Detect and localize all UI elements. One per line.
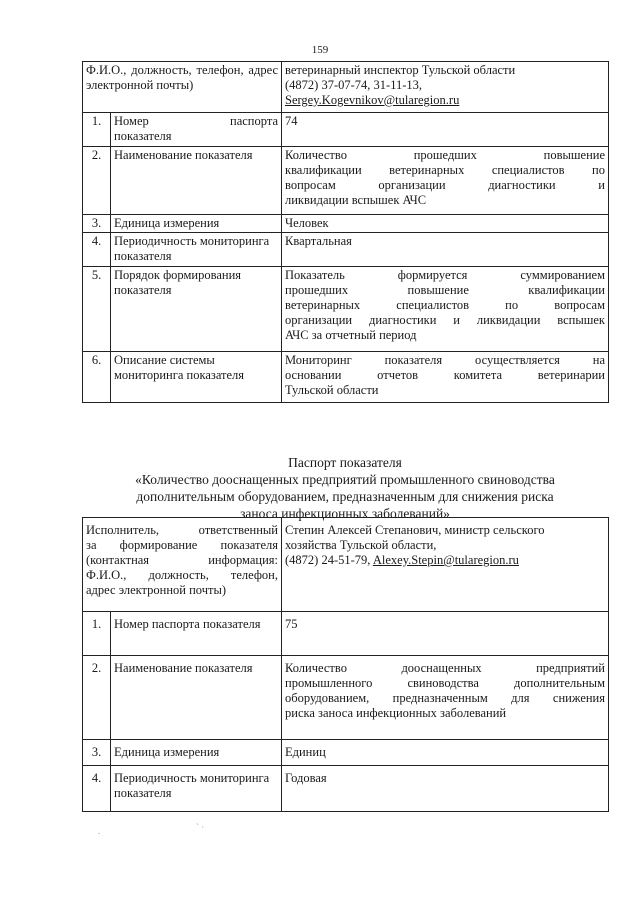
passport-table-74 [82,61,609,403]
passport-title-block [82,454,608,522]
indicator-name-line: «Количество дооснащенных предприятий промышленного свиноводства [135,472,555,487]
responsible-label: Ф.И.О., должность, телефон, адрес электронной почты) [83,62,282,113]
row-label: Единица измерения [111,215,282,233]
row-value: Количество дооснащенных предприятий промышленного свиноводства дополнительным оборудованием, предназначенным для снижения риска заноса инфекционных заболеваний [282,656,609,740]
table-row: 1. Номер паспорта показателя 74 [83,113,609,147]
row-label: Номер паспорта показателя [111,612,282,656]
row-label: Порядок формирования показателя [111,267,282,352]
row-label: Описание системы мониторинга показателя [111,352,282,403]
row-label: Наименование показателя [111,147,282,215]
responsible-value: ветеринарный инспектор Тульской области (4872) 37-07-74, 31-11-13, Sergey.Kogevnikov@tularegion.ru [282,62,609,113]
scan-artifact: . [98,826,101,836]
row-value: 74 [282,113,609,147]
table-row: 2. Наименование показателя Количество прошедших повышение квалификации ветеринарных специалистов по вопросам организации диагностики и ликвидации вспышек АЧС [83,147,609,215]
section-title: Паспорт показателя [288,455,402,470]
row-label: Периодичность мониторинга показателя [111,233,282,267]
table-row: 4. Периодичность мониторинга показателя Квартальная [83,233,609,267]
table-row: 4. Периодичность мониторинга показателя Годовая [83,766,609,812]
responsible-value: Степин Алексей Степанович, министр сельского хозяйства Тульской области, (4872) 24-51-79, Alexey.Stepin@tularegion.ru [282,518,609,612]
row-label: Наименование показателя [111,656,282,740]
passport-table-75 [82,517,609,812]
email-link[interactable]: Sergey.Kogevnikov@tularegion.ru [285,93,460,107]
row-label: Периодичность мониторинга показателя [111,766,282,812]
row-value: Количество прошедших повышение квалификации ветеринарных специалистов по вопросам организации диагностики и ликвидации вспышек АЧС [282,147,609,215]
table-row-responsible [83,62,609,113]
table-row: 2. Наименование показателя Количество дооснащенных предприятий промышленного свиноводства дополнительным оборудованием, предназначенным для снижения риска заноса инфекционных заболеваний [83,656,609,740]
email-link[interactable]: Alexey.Stepin@tularegion.ru [372,553,519,567]
row-label: Номер паспорта показателя [111,113,282,147]
table-row: 5. Порядок формирования показателя Показатель формируется суммированием прошедших повышение квалификации ветеринарных специалистов по вопросам организации диагностики и ликвидации вспышек АЧС за отчетный период [83,267,609,352]
table-row: 6. Описание системы мониторинга показателя Мониторинг показателя осуществляется на основании отчетов комитета ветеринарии Тульской области [83,352,609,403]
table-row: 1. Номер паспорта показателя 75 [83,612,609,656]
indicator-name-line: заноса инфекционных заболеваний» [240,506,450,521]
table-row: 3. Единица измерения Человек [83,215,609,233]
responsible-label: Исполнитель, ответственный за формирование показателя (контактная информация: Ф.И.О., должность, телефон, адрес электронной почты) [83,518,282,612]
row-label: Единица измерения [111,740,282,766]
row-value: Мониторинг показателя осуществляется на основании отчетов комитета ветеринарии Тульской области [282,352,609,403]
row-value: 75 [282,612,609,656]
row-value: Квартальная [282,233,609,267]
page-number: 159 [311,44,329,56]
table-row-responsible [83,518,609,612]
indicator-name-line: дополнительным оборудованием, предназначенным для снижения риска [136,489,554,504]
table-row: 3. Единица измерения Единиц [83,740,609,766]
row-value: Единиц [282,740,609,766]
row-value: Показатель формируется суммированием прошедших повышение квалификации ветеринарных специалистов по вопросам организации диагностики и ликвидации вспышек АЧС за отчетный период [282,267,609,352]
scan-artifact: ` · [196,822,205,832]
row-value: Человек [282,215,609,233]
row-value: Годовая [282,766,609,812]
